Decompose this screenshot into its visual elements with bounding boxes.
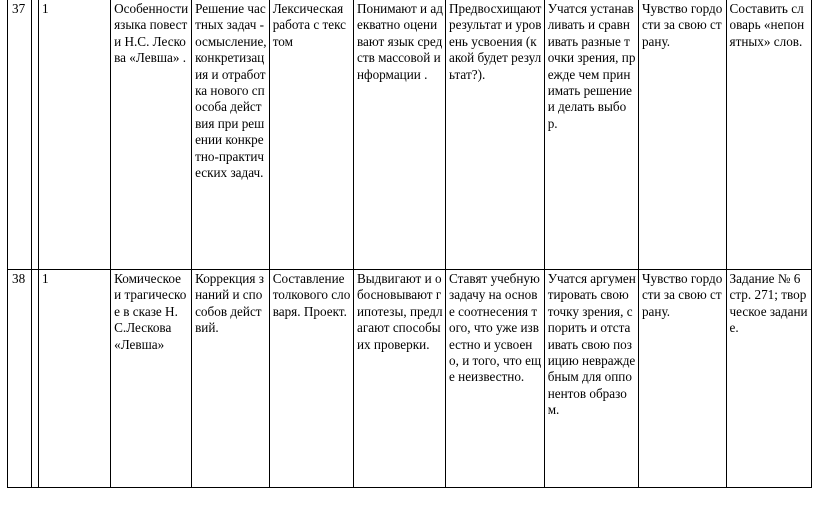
personal-cell: Чувство гордости за свою страну. (638, 270, 726, 488)
homework-cell: Составить словарь «непонятных» слов. (726, 0, 811, 270)
cognitive-cell: Понимают и адекватно оценивают язык средств массовой информации . (353, 0, 445, 270)
lesson-number: 37 (8, 0, 32, 270)
spacer-cell (32, 0, 39, 270)
homework-cell: Задание № 6 стр. 271; творческое задание. (726, 270, 811, 488)
hours-cell: 1 (39, 270, 111, 488)
lesson-type-cell: Коррекция знаний и способов действий. (192, 270, 270, 488)
personal-cell: Чувство гордости за свою страну. (638, 0, 726, 270)
activity-cell: Составление толкового словаря. Проект. (269, 270, 353, 488)
table-row (8, 0, 812, 270)
topic-cell: Комическое и трагическое в сказе Н.С.Лескова «Левша» (111, 270, 192, 488)
cognitive-cell: Выдвигают и обосновывают гипотезы, предлагают способы их проверки. (353, 270, 445, 488)
table-row (8, 270, 812, 488)
communicative-cell: Учатся устанавливать и сравнивать разные точки зрения, прежде чем принимать решение и делать выбор. (544, 0, 638, 270)
activity-cell: Лексическая работа с текстом (269, 0, 353, 270)
regulatory-cell: Ставят учебную задачу на основе соотнесения того, что уже известно и усвоено, и того, что еще неизвестно. (446, 270, 545, 488)
topic-cell: Особенности языка повести Н.С. Лескова «Левша» . (111, 0, 192, 270)
lesson-plan-table (7, 0, 812, 488)
spacer-cell (32, 270, 39, 488)
lesson-number: 38 (8, 270, 32, 488)
lesson-type-cell: Решение частных задач - осмысление, конкретизация и отработка нового способа действия при решении конкретно-практических задач. (192, 0, 270, 270)
regulatory-cell: Предвосхищают результат и уровень усвоения (какой будет результат?). (446, 0, 545, 270)
communicative-cell: Учатся аргументировать свою точку зрения, спорить и отстаивать свою позицию невраждебным для оппонентов образом. (544, 270, 638, 488)
hours-cell: 1 (39, 0, 111, 270)
